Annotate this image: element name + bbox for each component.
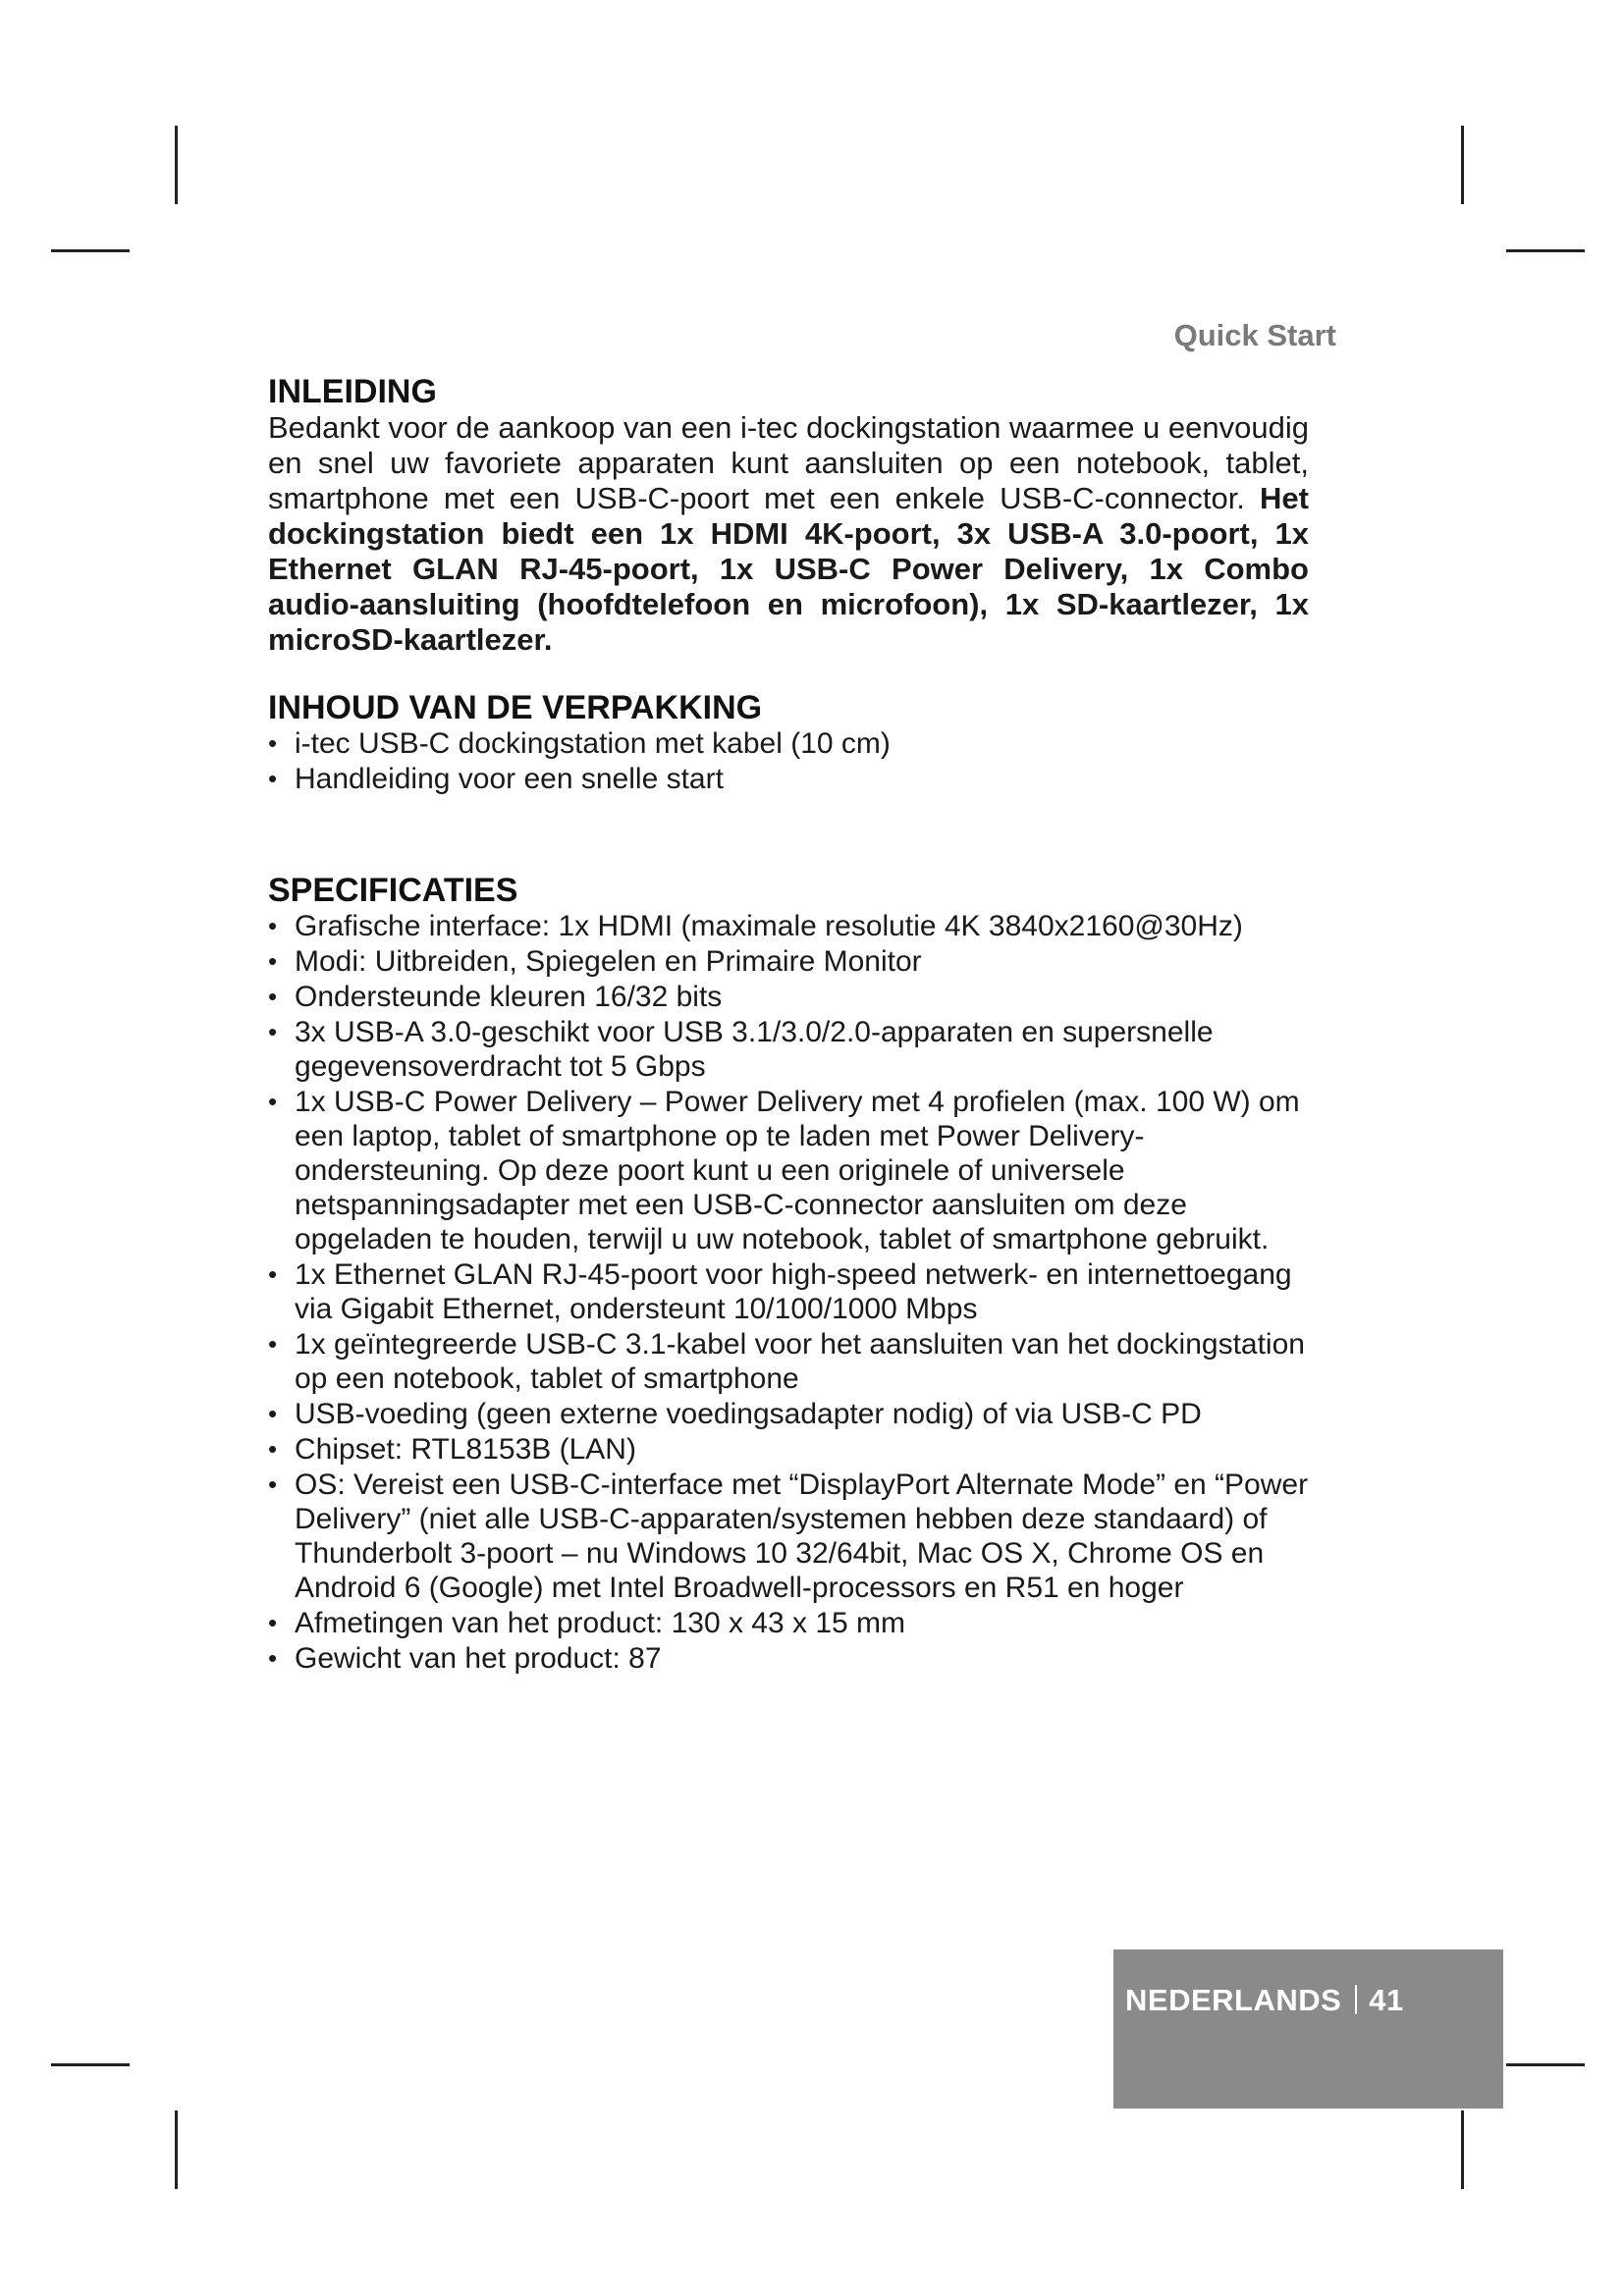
contents-title: INHOUD VAN DE VERPAKKING [268,689,763,726]
contents-list [268,726,1309,796]
list-item: • Handleiding voor een snelle start [268,763,724,795]
list-item: • Afmetingen van het product: 130 x 43 x 15 mm [268,1607,906,1639]
bullet-icon: • [268,1259,278,1289]
list-item: • Modi: Uitbreiden, Spiegelen en Primaire Monitor [268,945,922,978]
bullet-icon: • [268,1087,278,1116]
page-number: 41 [1369,1983,1404,2017]
header-label: Quick Start [1173,318,1336,352]
bullet-icon: • [268,1434,278,1464]
crop-mark-top-right-vertical [1461,126,1464,204]
bullet-icon: • [268,1329,278,1359]
bullet-icon: • [268,982,278,1011]
footer-label [1125,1983,1404,2018]
crop-mark-top-right-horizontal [1506,249,1585,252]
language-label: NEDERLANDS [1125,1983,1342,2017]
list-item: • 1x geïntegreerde USB-C 3.1-kabel voor het aansluiten van het dockingstation op een notebook, tablet of smartphone [268,1328,1305,1395]
crop-mark-bottom-left-horizontal [51,2063,130,2066]
crop-mark-bottom-right-vertical [1461,2110,1464,2189]
specs-title: SPECIFICATIES [268,872,518,909]
language-tab [1113,1949,1503,2109]
intro-text: Bedankt voor de aankoop van een i-tec dockingstation waarmee u eenvoudig en snel uw favoriete apparaten kunt aansluiten op een notebook, tablet, smartphone met een USB-C-poort met een enkele USB-C-connector. [268,410,1309,515]
bullet-icon: • [268,1608,278,1637]
footer-divider [1355,1985,1357,2014]
list-item: • Ondersteunde kleuren 16/32 bits [268,981,723,1013]
bullet-icon: • [268,1469,278,1499]
intro-title: INLEIDING [268,373,437,410]
bullet-icon: • [268,728,278,758]
bullet-icon: • [268,946,278,976]
page-content [268,373,1309,1677]
intro-text-bold: Het dockingstation biedt een 1x HDMI 4K-poort, 3x USB-A 3.0-poort, 1x Ethernet GLAN RJ-45-poort, 1x USB-C Power Delivery, 1x Combo audio-aansluiting (hoofdtelefoon en microfoon), 1x SD-kaartlezer, 1x microSD-kaartlezer. [268,481,1309,657]
list-item: • 1x Ethernet GLAN RJ-45-poort voor high-speed netwerk- en internettoegang via Gigabit Ethernet, ondersteunt 10/100/1000 Mbps [268,1258,1292,1325]
crop-mark-top-left-horizontal [51,249,130,252]
list-item: • Gewicht van het product: 87 [268,1642,662,1675]
bullet-icon: • [268,911,278,940]
list-item: • 1x USB-C Power Delivery – Power Delivery met 4 profielen (max. 100 W) om een laptop, tablet of smartphone op te laden met Power Delivery-ondersteuning. Op deze poort kunt u een originele of universele netspanningsadapter met een USB-C-connector aansluiten om deze opgeladen te houden, terwijl u uw notebook, tablet of smartphone gebruikt. [268,1086,1300,1255]
specs-list [268,909,1309,1676]
intro-paragraph [268,410,1309,658]
list-item: • Grafische interface: 1x HDMI (maximale resolutie 4K 3840x2160@30Hz) [268,910,1243,942]
crop-mark-bottom-left-vertical [175,2110,178,2189]
list-item: • OS: Vereist een USB-C-interface met “DisplayPort Alternate Mode” en “Power Delivery” (niet alle USB-C-apparaten/systemen hebben deze standaard) of Thunderbolt 3-poort – nu Windows 10 32/64bit, Mac OS X, Chrome OS en Android 6 (Google) met Intel Broadwell-processors en R51 en hoger [268,1468,1309,1604]
crop-mark-bottom-right-horizontal [1506,2063,1585,2066]
list-item: • USB-voeding (geen externe voedingsadapter nodig) of via USB-C PD [268,1398,1202,1430]
crop-mark-top-left-vertical [175,126,178,204]
bullet-icon: • [268,1017,278,1046]
bullet-icon: • [268,764,278,793]
bullet-icon: • [268,1643,278,1673]
bullet-icon: • [268,1399,278,1428]
list-item: • Chipset: RTL8153B (LAN) [268,1433,636,1466]
list-item: • 3x USB-A 3.0-geschikt voor USB 3.1/3.0/2.0-apparaten en supersnelle gegevensoverdracht tot 5 Gbps [268,1016,1214,1083]
list-item: • i-tec USB-C dockingstation met kabel (10 cm) [268,727,891,760]
